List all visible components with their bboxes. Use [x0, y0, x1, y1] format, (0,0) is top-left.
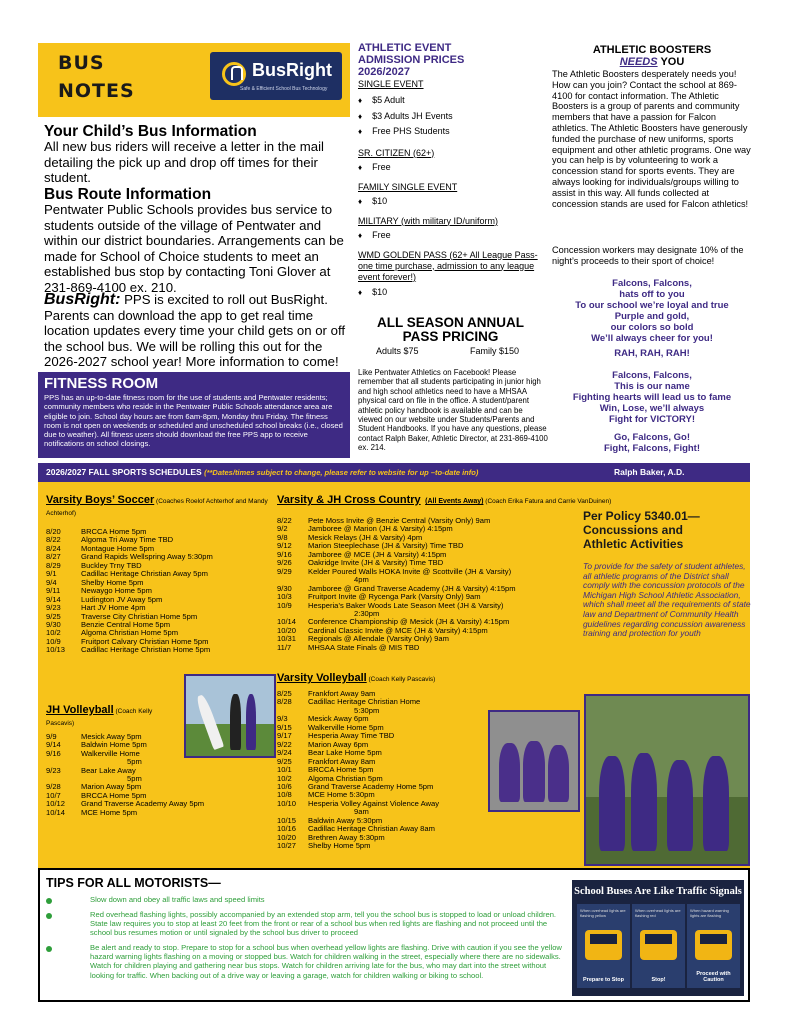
schedule-date: 9/9 — [46, 732, 57, 741]
schedule-date: 9/16 — [46, 748, 61, 758]
price-item: ♦ Free PHS Students — [358, 126, 450, 136]
schedule-date: 10/8 — [277, 790, 292, 800]
schedule-event: 9am — [354, 807, 369, 817]
schedule-event: Algoma Christian Home 5pm — [81, 628, 179, 638]
soccer-heading — [46, 494, 278, 518]
route-heading: Bus Route Information — [44, 186, 212, 203]
schedule-date: 9/4 — [46, 577, 57, 587]
military-heading: MILITARY (with military ID/uniform) — [358, 215, 499, 226]
price-item: ♦ Free — [358, 161, 391, 172]
schedule-event: Walkerville Home 5pm — [308, 722, 384, 732]
jh-volleyball-heading — [46, 704, 166, 728]
fitness-room-box — [38, 372, 350, 458]
schedule-event: Jamboree @ Grand Traverse Academy (JH & Varsity) 4:15pm — [308, 583, 516, 593]
diamond-icon: ♦ — [358, 96, 363, 105]
schedule-date: 9/23 — [46, 603, 61, 613]
bullet-icon — [46, 898, 52, 904]
schedule-date: 10/2 — [277, 773, 292, 783]
schedule-event: Traverse City Christian Home 5pm — [81, 611, 198, 621]
schedule-event: 5pm — [127, 774, 142, 783]
tip-item: Slow down and obey all traffic laws and speed limits — [90, 895, 265, 904]
price-item: ♦ $5 Adult — [358, 95, 405, 105]
schedule-date: 9/29 — [277, 566, 292, 576]
schedule-event: Jamboree @ Marion (JH & Varsity) 4:15pm — [308, 524, 453, 534]
price-item: ♦ $3 Adults JH Events — [358, 110, 453, 121]
admission-list — [358, 79, 543, 298]
schedule-banner — [38, 463, 750, 482]
cross-country-heading — [277, 494, 612, 506]
busright-label: BusRight: — [44, 291, 121, 308]
schedule-date: 9/25 — [277, 756, 292, 766]
school-bus-icon — [640, 930, 677, 960]
schedule-date: 9/16 — [277, 549, 292, 559]
needs-word: NEEDS — [619, 56, 658, 68]
busright-paragraph — [44, 292, 350, 370]
schedule-date: 10/15 — [277, 815, 297, 825]
schedule-event: Baldwin Away 5:30pm — [308, 815, 383, 825]
schedule-date: 8/22 — [277, 516, 292, 525]
bullet-icon — [46, 913, 52, 919]
season-family: Family $150 — [470, 346, 520, 356]
busright-text: PPS is excited to roll out BusRight. Parents can download the app to get real time location updates every time your child gets on or off the school bus. We will be rolling this out for the 2026-2027 school year! More information to come! — [44, 292, 346, 369]
schedule-event: MCE Home 5:30pm — [308, 790, 375, 800]
schedule-date: 8/25 — [277, 689, 292, 698]
boosters-title: ATHLETIC BOOSTERS — [592, 44, 712, 56]
schedule-event: Shelby Home 5pm — [308, 841, 371, 851]
school-bus-icon — [585, 930, 622, 960]
schedule-date: 10/3 — [277, 592, 292, 602]
sign-panel-caution: When hazard warning lights are flashing Proceed with Caution — [687, 904, 740, 988]
family-heading: FAMILY SINGLE EVENT — [358, 181, 458, 192]
schedule-event: Marion Away 6pm — [308, 739, 369, 749]
you-word: YOU — [657, 56, 685, 68]
soccer-coach: (Coaches Roelof Achterhof and Mandy Achterhof) — [46, 498, 268, 517]
diamond-icon: ♦ — [358, 162, 363, 172]
schedule-event: Regionals @ Allendale (Varsity Only) 9am — [308, 634, 449, 644]
schedule-event: Mesick Away 5pm — [81, 732, 142, 741]
schedule-event: Cadillac Heritage Christian Away 8am — [308, 824, 435, 834]
schedule-event: Marion Away 5pm — [81, 782, 142, 792]
schedule-event: Pete Moss Invite @ Benzie Central (Varsity Only) 9am — [308, 516, 491, 525]
wmd-heading: WMD GOLDEN PASS (62+ All League Pass-one time purchase, admission to any league event forever!) — [358, 249, 538, 282]
price-item: ♦ Free — [358, 229, 391, 240]
schedule-event: BRCCA Home 5pm — [81, 527, 147, 536]
schedule-event: Hesperia Away Time TBD — [308, 731, 395, 741]
varsity-volleyball-title: Varsity Volleyball — [277, 672, 367, 684]
facebook-text: Like Pentwater Athletics on Facebook! Please remember that all students participating in junior high and high school athletics need to have a MHSAA physical card on file in the office. A student/parent athletic policy handbook is available and can be viewed on our website under Students/Parents and Student Handbooks. If you have any questions, please contact Ralph Baker, Athletic Director, at 231-869-4100 ex. 214. — [358, 368, 548, 453]
schedule-event: Ludington JV Away 5pm — [81, 594, 163, 604]
schedule-date: 10/1 — [277, 765, 292, 775]
schedule-event: Marion Steeplechase (JH & Varsity) Time TBD — [308, 541, 464, 551]
cross-country-photo — [584, 694, 750, 866]
athletic-director: Ralph Baker, A.D. — [614, 467, 685, 477]
varsity-volleyball-coach: (Coach Kelly Pascavis) — [366, 676, 436, 683]
schedule-event: Mesick Relays (JH & Varsity) 4pm — [308, 532, 423, 542]
sign-panel-prepare: When overhead lights are flashing yellow Prepare to Stop — [577, 904, 630, 988]
diamond-icon: ♦ — [358, 196, 363, 206]
diamond-icon: ♦ — [358, 127, 363, 136]
schedule-event: 5pm — [127, 757, 142, 767]
schedule-event: Oakridge Invite (JH & Varsity) Time TBD — [308, 558, 444, 568]
schedule-date: 9/25 — [46, 611, 61, 621]
busright-logo-tagline: Safe & Efficient School Bus Technology — [240, 86, 328, 92]
policy-text: To provide for the safety of student athletes, all athletic programs of the District shall comply with the concussion protocols of the Michigan High School Athletic Association, which shall meet all the requirements of state law and Department of Community Health guidelines regarding concussion awareness training and protection for youth — [583, 561, 751, 639]
single-event-items — [358, 93, 543, 140]
school-bus-signal-sign — [572, 880, 744, 996]
bullet-icon — [46, 946, 52, 952]
volleyball-photo — [488, 710, 580, 812]
schedule-date: 9/3 — [277, 714, 288, 724]
tip-item: Be alert and ready to stop. Prepare to stop for a school bus when overhead yellow lights are flashing. Drive with caution if you see the yellow hazard warning lights flashing on a moving or stopped bus. Watch for children walking in the street, especially where there are no sidewalks. Watch for children playing and gathering near bus stops. Watch for children arriving late for the bus, who may dart into the street without looking for traffic. When backing out of a drive way or leaving a garage, watch for children walking or biking to school. — [90, 943, 562, 980]
schedule-banner-title: 2026/2027 FALL SPORTS SCHEDULES (**Dates/times subject to change, please refer to website for up –to-date info) — [46, 467, 479, 477]
fitness-text: PPS has an up-to-date fitness room for the use of students and Pentwater residents; community members who reside in the Pentwater Public Schools attendance area are eligible to join. School day hours are from 6am-8pm, Monday thru Friday. The fitness room is not open on weekends or scheduled and unscheduled school breaks (i.e., closed due to weather). All fitness users should download the free PPS app to receive notifications on school closings. — [44, 393, 343, 449]
schedule-event: Baldwin Home 5pm — [81, 740, 147, 750]
schedule-date: 9/11 — [46, 586, 61, 596]
schedule-event: Frankfort Away 9am — [308, 689, 376, 698]
bus-notes-header — [38, 43, 350, 117]
schedule-date: 8/24 — [46, 543, 61, 553]
schedule-event: Mesick Away 6pm — [308, 714, 369, 724]
schedule-date: 9/28 — [46, 782, 61, 792]
varsity-volleyball-heading — [277, 672, 612, 684]
schedule-event: Hesperia’s Baker Woods Late Season Meet (JH & Varsity) — [308, 600, 504, 610]
schedule-event: Jamboree @ MCE (JH & Varsity) 4:15pm — [308, 549, 447, 559]
fitness-title: FITNESS ROOM — [44, 375, 159, 392]
cross-country-coach: (Coach Erika Fatura and Carrie VanDuinen) — [483, 498, 612, 505]
price-item: ♦ $10 — [358, 286, 388, 297]
schedule-event: Hesperia Volley Against Violence Away — [308, 798, 440, 808]
schedule-date: 10/13 — [46, 645, 66, 655]
schedule-date: 8/28 — [277, 697, 292, 707]
schedule-event: 4pm — [354, 575, 369, 585]
policy-title: Per Policy 5340.01— Concussions and Athletic Activities — [583, 509, 700, 551]
schedule-date: 10/20 — [277, 625, 297, 635]
schedule-event: MCE Home 5pm — [81, 807, 138, 817]
diamond-icon: ♦ — [358, 287, 363, 297]
schedule-event: Grand Traverse Academy Home 5pm — [308, 781, 434, 791]
season-adults: Adults $75 — [376, 346, 419, 356]
schedule-event: Cadillac Heritage Christian Home — [308, 697, 421, 707]
schedule-date: 9/22 — [277, 739, 292, 749]
schedule-date: 10/31 — [277, 634, 297, 644]
cross-country-title: Varsity & JH Cross Country — [277, 494, 421, 506]
schedule-date: 9/8 — [277, 532, 288, 542]
schedule-event: Montague Home 5pm — [81, 543, 155, 553]
schedule-event: Fruitport Invite @ Rycenga Park (Varsity Only) 9am — [308, 592, 481, 602]
tip-item: Red overhead flashing lights, possibly accompanied by an extended stop arm, tell you the school bus is stopped to load or unload children. State law requires you to stop at least 20 feet from the front or rear of a school bus when red lights are flashing and not proceed until the school bus resumes motion or until signaled by the school bus driver to proceed — [90, 910, 557, 938]
schedule-date: 10/12 — [46, 799, 66, 809]
schedule-date: 9/14 — [46, 594, 61, 604]
jh-volleyball-coach: (Coach Kelly Pascavis) — [46, 708, 153, 727]
schedule-date: 8/22 — [46, 535, 61, 545]
price-item: ♦ $10 — [358, 195, 388, 206]
schedule-date: 10/10 — [277, 798, 297, 808]
schedule-date: 10/6 — [277, 781, 292, 791]
single-event-heading: SINGLE EVENT — [358, 79, 424, 89]
cheer-verse-3: Go, Falcons, Go! Fight, Falcons, Fight! — [603, 432, 701, 454]
child-info-heading: Your Child’s Bus Information — [44, 123, 257, 140]
bus-notes-title: BUS NOTES — [58, 52, 135, 102]
schedule-date: 9/15 — [277, 722, 292, 732]
schedule-event: Benzie Central Home 5pm — [81, 619, 171, 629]
diamond-icon: ♦ — [358, 230, 363, 240]
schedule-event: BRCCA Home 5pm — [81, 790, 147, 800]
schedule-event: MHSAA State Finals @ MIS TBD — [308, 642, 420, 652]
schedule-event: Frankfort Away 8am — [308, 756, 376, 766]
schedule-event: Bear Lake Away — [81, 765, 136, 775]
schedule-event: Cardinal Classic Invite @ MCE (JH & Varsity) 4:15pm — [308, 625, 488, 635]
schedule-event: Bear Lake Home 5pm — [308, 748, 382, 758]
schedule-event: Buckley Trny TBD — [81, 560, 142, 570]
schedule-event: Kelder Poured Walls HOKA Invite @ Scottville (JH & Varsity) — [308, 566, 512, 576]
boosters-needs-you — [552, 56, 752, 68]
schedule-event: Conference Championship @ Mesick (JH & Varsity) 4:15pm — [308, 617, 510, 627]
schedule-date: 9/26 — [277, 558, 292, 568]
schedule-event: Grand Rapids Wellspring Away 5:30pm — [81, 552, 213, 562]
schedule-date: 10/14 — [46, 807, 66, 817]
busright-logo-name: BusRight — [252, 60, 332, 80]
schedule-date: 11/7 — [277, 642, 292, 652]
schedule-date: 9/14 — [46, 740, 61, 750]
schedule-date: 10/2 — [46, 628, 61, 638]
admission-title: ATHLETIC EVENT ADMISSION PRICES 2026/2027 — [358, 42, 465, 78]
senior-heading: SR. CITIZEN (62+) — [358, 147, 435, 158]
schedule-date: 10/9 — [46, 636, 61, 646]
schedule-event: Fruitport Calvary Christian Home 5pm — [81, 636, 209, 646]
schedule-event: Hart JV Home 4pm — [81, 603, 146, 613]
jh-volleyball-title: JH Volleyball — [46, 704, 114, 716]
schedule-date: 10/14 — [277, 617, 297, 627]
schedule-event: Cadillac Heritage Christian Home 5pm — [81, 645, 211, 655]
cheer-rah: RAH, RAH, RAH! — [614, 348, 690, 359]
schedule-event: Walkerville Home — [81, 748, 140, 758]
tips-title: TIPS FOR ALL MOTORISTS— — [46, 876, 221, 890]
schedule-date: 9/24 — [277, 748, 292, 758]
schedule-event: 5:30pm — [354, 705, 380, 715]
schedule-event: Newaygo Home 5pm — [81, 586, 152, 596]
schedule-event: Algoma Christian 5pm — [308, 773, 383, 783]
soccer-title: Varsity Boys’ Soccer — [46, 494, 155, 506]
sign-panel-stop: When overhead lights are flashing red Stop! — [632, 904, 685, 988]
route-text: Pentwater Public Schools provides bus service to students outside of the village of Pentwater and within our district boundaries. Arrangements can be made for School of Choice students to meet an established bus stop by contacting Toni Glover at 231-869-4100 ex. 210. — [44, 202, 344, 295]
schedule-date: 8/29 — [46, 560, 61, 570]
schedule-date: 9/17 — [277, 731, 292, 741]
schedule-event: Grand Traverse Academy Away 5pm — [81, 799, 205, 809]
boosters-text: The Athletic Boosters desperately needs you! How can you join? Contact the school at 869-4100 for contact information. The Athletic Boosters is a group of parents and community members that have a passion for Falcon athletics. The Athletic Boosters have generously funded the purchase of new uniforms, sports equipment and other athletic programs. One way you can help is by volunteering to work a concession stand for sports events. They are always looking for individuals/groups willing to assist in this way. All funds collected at concession stands are used for Falcon athletics! — [552, 69, 751, 209]
schedule-date: 9/23 — [46, 765, 61, 775]
season-pass-title: ALL SEASON ANNUAL PASS PRICING — [376, 315, 524, 344]
schedule-event: Cadillac Heritage Christian Away 5pm — [81, 569, 208, 579]
diamond-icon: ♦ — [358, 111, 363, 121]
schedule-date: 9/1 — [46, 569, 57, 579]
soccer-photo — [184, 674, 276, 758]
child-info-text: All new bus riders will receive a letter in the mail detailing the pick up and drop off times for their student. — [44, 139, 324, 185]
schedule-date: 10/7 — [46, 790, 61, 800]
bus-icon — [222, 62, 246, 86]
schedule-date: 10/9 — [277, 600, 292, 610]
schedule-date: 9/30 — [277, 583, 292, 593]
schedule-event: 2:30pm — [354, 608, 380, 618]
schedule-date: 10/27 — [277, 841, 297, 851]
sign-title: School Buses Are Like Traffic Signals — [574, 886, 742, 897]
school-bus-icon — [695, 930, 732, 960]
cross-country-all-away: (All Events Away) — [425, 498, 484, 505]
schedule-date: 9/12 — [277, 541, 292, 551]
boosters-concession: Concession workers may designate 10% of the night’s proceeds to their sport of choice! — [552, 245, 744, 266]
schedule-event: Algoma Tri Away Time TBD — [81, 535, 174, 545]
schedule-date: 10/16 — [277, 824, 297, 834]
schedule-date: 9/2 — [277, 524, 288, 534]
cheer-verse-2: Falcons, Falcons, This is our name Fighting hearts will lead us to fame Win, Lose, we’ll always Fight for VICTORY! — [572, 370, 732, 425]
schedule-banner-note: (**Dates/times subject to change, please refer to website for up –to-date info) — [204, 468, 479, 477]
schedule-event: Brethren Away 5:30pm — [308, 832, 385, 842]
schedule-event: BRCCA Home 5pm — [308, 765, 374, 775]
schedule-date: 10/20 — [277, 832, 297, 842]
cheer-verse-1: Falcons, Falcons, hats off to you To our school we’re loyal and true Purple and gold, our colors so bold We’ll always cheer for you! — [575, 278, 729, 344]
schedule-date: 9/30 — [46, 619, 61, 629]
schedule-date: 8/20 — [46, 527, 61, 536]
schedule-event: Shelby Home 5pm — [81, 577, 144, 587]
busright-logo — [210, 52, 342, 100]
schedule-date: 8/27 — [46, 552, 61, 562]
motorist-tips-box — [38, 868, 750, 1002]
